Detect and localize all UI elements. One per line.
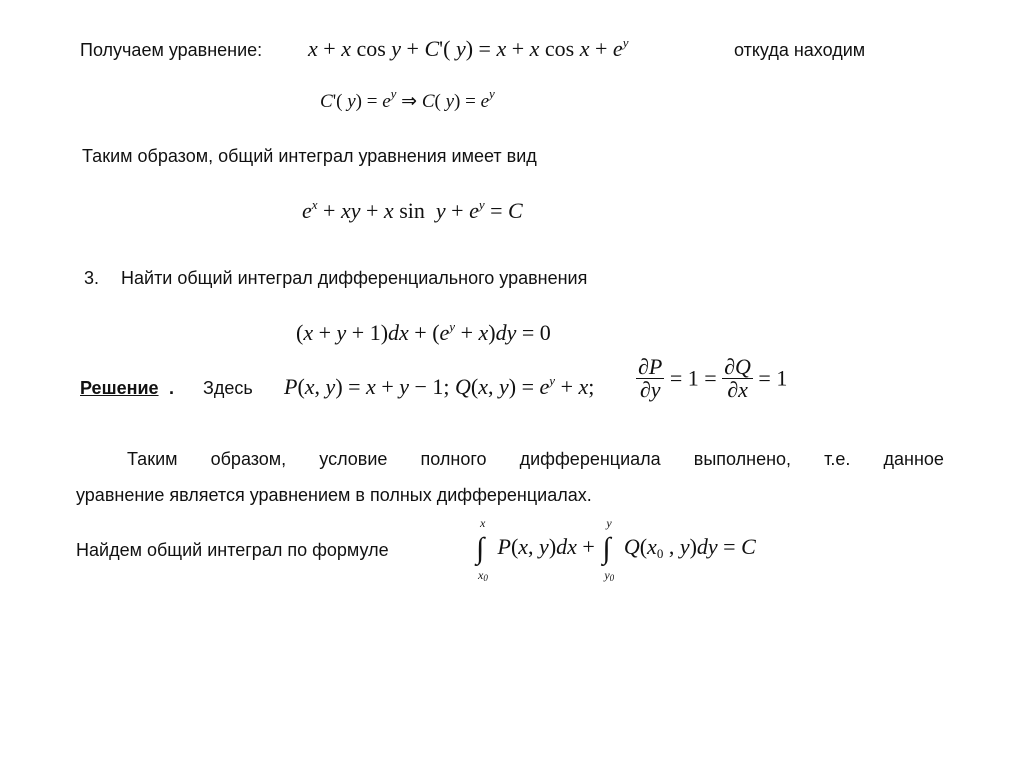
- conclusion-word: Таким: [127, 449, 178, 469]
- solution-here: Здесь: [203, 378, 253, 398]
- equation-6: $\frac{\partial P}{\partial y}$ = 1 = $\frac{\partial Q}{\partial x}$ = 1: [638, 354, 788, 402]
- equation-4: $(x + y + 1)dx + (e^y + x)dy = 0$: [296, 319, 551, 345]
- task-text: Найти общий интеграл дифференциального уравнения: [121, 268, 588, 288]
- formula-intro-text: Найдем общий интеграл по формуле: [76, 540, 389, 560]
- solution-dot: .: [169, 378, 175, 398]
- conclusion-word: полного: [420, 449, 487, 469]
- conclusion-word: данное: [883, 449, 944, 469]
- equation-3: $e^x$ + xy + x $\sin y + e^y = C$: [302, 197, 523, 223]
- general-integral-text: Таким образом, общий интеграл уравнения имеет вид: [82, 146, 537, 166]
- solution-label: Решение: [80, 378, 159, 398]
- equation-5: P(x, y) = x + y − 1; Q(x, $y) = e^y + x$;: [284, 373, 595, 399]
- conclusion-word: дифференциала: [519, 449, 661, 469]
- conclusion-word: т.е.: [824, 449, 851, 469]
- intro-tail: откуда находим: [734, 40, 866, 60]
- conclusion-paragraph: [76, 441, 944, 513]
- conclusion-line-2: уравнение является уравнением в полных дифференциалах.: [76, 485, 592, 505]
- equation-1: x + x cos y + C'( y) = x + x $\cos x + e^y$: [308, 35, 629, 61]
- equation-2: C'( $y) = e^y$ ⇒ C( $y) = e^y$: [320, 86, 495, 112]
- intro-label: Получаем уравнение:: [80, 40, 263, 60]
- equation-7: x ∫ $x_0$ P(x, y)dx + y ∫ $y_0$ $Q(x_0$ , y)dy = C: [476, 516, 756, 583]
- task-number: 3.: [84, 268, 100, 288]
- conclusion-word: условие: [319, 449, 388, 469]
- conclusion-word: выполнено,: [693, 449, 792, 469]
- conclusion-word: образом,: [210, 449, 287, 469]
